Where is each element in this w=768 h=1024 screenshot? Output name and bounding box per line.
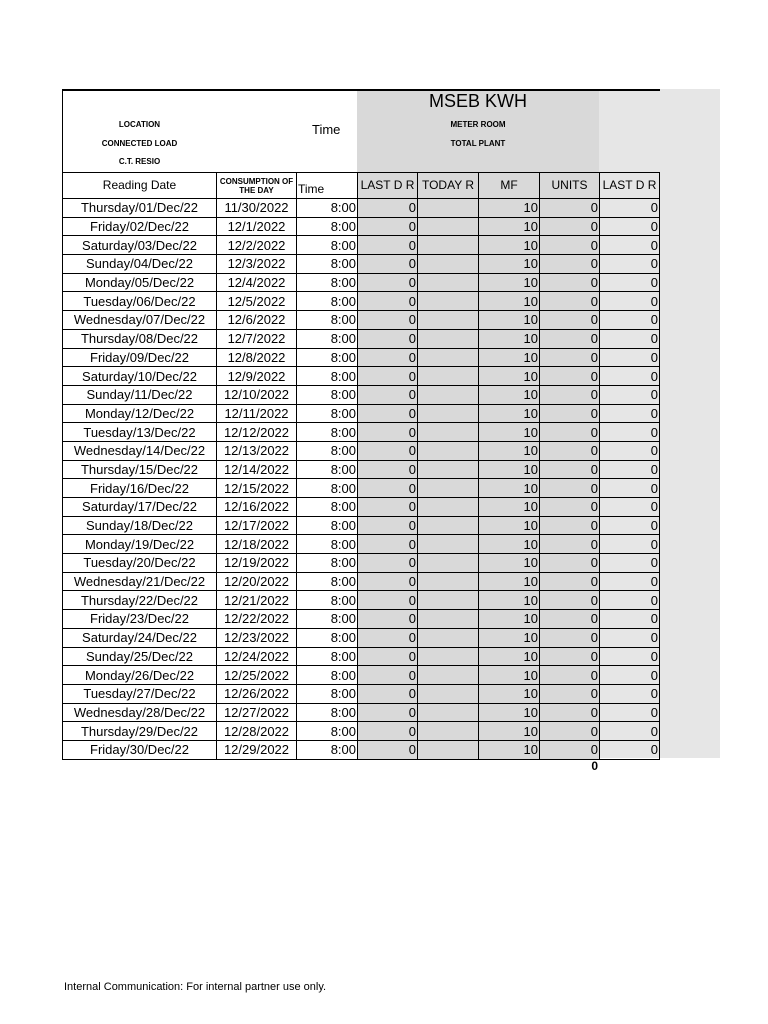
cell-units: 0: [540, 423, 600, 442]
cell-units: 0: [540, 703, 600, 722]
cell-last-dr: 0: [358, 385, 418, 404]
cell-last-dr: 0: [358, 404, 418, 423]
table-row: [63, 460, 660, 479]
cell-today-r: [418, 217, 479, 236]
cell-time: 8:00: [297, 554, 358, 573]
cell-today-r: [418, 367, 479, 386]
ct-resio-label: C.T. RESIO: [118, 157, 161, 166]
cell-today-r: [418, 628, 479, 647]
cell-time: 8:00: [297, 535, 358, 554]
cell-time: 8:00: [297, 647, 358, 666]
readings-table: [62, 172, 660, 760]
cell-mf: 10: [479, 329, 540, 348]
cell-last-dr: 0: [358, 292, 418, 311]
cell-last-dr-2: 0: [600, 516, 660, 535]
cell-reading-date: Friday/23/Dec/22: [63, 610, 217, 629]
col-last-dr-2: LAST D R: [600, 173, 660, 199]
cell-last-dr: 0: [358, 441, 418, 460]
cell-today-r: [418, 572, 479, 591]
cell-consumption-date: 12/8/2022: [217, 348, 297, 367]
cell-today-r: [418, 348, 479, 367]
cell-last-dr-2: 0: [600, 684, 660, 703]
cell-consumption-date: 12/5/2022: [217, 292, 297, 311]
cell-consumption-date: 12/2/2022: [217, 236, 297, 255]
location-label: LOCATION: [118, 120, 161, 129]
cell-units: 0: [540, 628, 600, 647]
col-reading-date: Reading Date: [63, 173, 217, 199]
cell-consumption-date: 12/18/2022: [217, 535, 297, 554]
cell-time: 8:00: [297, 311, 358, 330]
cell-last-dr-2: 0: [600, 273, 660, 292]
cell-last-dr: 0: [358, 460, 418, 479]
table-row: [63, 684, 660, 703]
cell-today-r: [418, 479, 479, 498]
table-row: [63, 367, 660, 386]
cell-mf: 10: [479, 348, 540, 367]
cell-mf: 10: [479, 423, 540, 442]
cell-units: 0: [540, 591, 600, 610]
cell-reading-date: Friday/30/Dec/22: [63, 740, 217, 759]
cell-last-dr-2: 0: [600, 367, 660, 386]
cell-reading-date: Monday/05/Dec/22: [63, 273, 217, 292]
cell-time: 8:00: [297, 479, 358, 498]
cell-time: 8:00: [297, 740, 358, 759]
cell-last-dr-2: 0: [600, 722, 660, 741]
cell-mf: 10: [479, 591, 540, 610]
cell-consumption-date: 12/22/2022: [217, 610, 297, 629]
table-row: [63, 628, 660, 647]
cell-reading-date: Wednesday/14/Dec/22: [63, 441, 217, 460]
cell-reading-date: Thursday/22/Dec/22: [63, 591, 217, 610]
cell-consumption-date: 12/23/2022: [217, 628, 297, 647]
cell-mf: 10: [479, 572, 540, 591]
cell-last-dr-2: 0: [600, 404, 660, 423]
cell-consumption-date: 12/3/2022: [217, 255, 297, 274]
cell-last-dr-2: 0: [600, 554, 660, 573]
cell-time: 8:00: [297, 441, 358, 460]
cell-reading-date: Sunday/11/Dec/22: [63, 385, 217, 404]
cell-mf: 10: [479, 385, 540, 404]
cell-mf: 10: [479, 740, 540, 759]
cell-today-r: [418, 329, 479, 348]
cell-reading-date: Monday/26/Dec/22: [63, 666, 217, 685]
table-row: [63, 610, 660, 629]
cell-last-dr: 0: [358, 554, 418, 573]
table-row: [63, 236, 660, 255]
col-consumption: [217, 173, 297, 199]
table-row: [63, 722, 660, 741]
cell-today-r: [418, 292, 479, 311]
cell-last-dr-2: 0: [600, 647, 660, 666]
cell-units: 0: [540, 273, 600, 292]
col-time: Time: [297, 173, 358, 199]
cell-today-r: [418, 236, 479, 255]
cell-last-dr: 0: [358, 423, 418, 442]
cell-time: 8:00: [297, 217, 358, 236]
cell-last-dr-2: 0: [600, 703, 660, 722]
cell-time: 8:00: [297, 628, 358, 647]
cell-reading-date: Friday/02/Dec/22: [63, 217, 217, 236]
cell-last-dr-2: 0: [600, 498, 660, 517]
cell-last-dr: 0: [358, 628, 418, 647]
cell-today-r: [418, 666, 479, 685]
table-row: [63, 591, 660, 610]
cell-reading-date: Tuesday/06/Dec/22: [63, 292, 217, 311]
cell-reading-date: Monday/19/Dec/22: [63, 535, 217, 554]
cell-last-dr-2: 0: [600, 740, 660, 759]
units-total: 0: [591, 759, 598, 773]
cell-time: 8:00: [297, 367, 358, 386]
cell-units: 0: [540, 255, 600, 274]
cell-time: 8:00: [297, 423, 358, 442]
cell-today-r: [418, 703, 479, 722]
cell-last-dr-2: 0: [600, 199, 660, 218]
cell-consumption-date: 12/25/2022: [217, 666, 297, 685]
cell-units: 0: [540, 441, 600, 460]
cell-last-dr-2: 0: [600, 441, 660, 460]
cell-time: 8:00: [297, 498, 358, 517]
cell-consumption-date: 12/28/2022: [217, 722, 297, 741]
cell-mf: 10: [479, 479, 540, 498]
cell-mf: 10: [479, 404, 540, 423]
table-row: [63, 572, 660, 591]
cell-last-dr: 0: [358, 572, 418, 591]
header-top-line-right: [598, 89, 660, 91]
cell-consumption-date: 12/24/2022: [217, 647, 297, 666]
cell-last-dr-2: 0: [600, 460, 660, 479]
table-row: [63, 385, 660, 404]
cell-today-r: [418, 385, 479, 404]
cell-last-dr: 0: [358, 722, 418, 741]
col-consumption-label: CONSUMPTION OF THE DAY: [219, 176, 294, 195]
table-row: [63, 292, 660, 311]
cell-today-r: [418, 441, 479, 460]
cell-last-dr-2: 0: [600, 255, 660, 274]
cell-consumption-date: 12/13/2022: [217, 441, 297, 460]
table-row: [63, 647, 660, 666]
cell-reading-date: Sunday/18/Dec/22: [63, 516, 217, 535]
cell-reading-date: Saturday/03/Dec/22: [63, 236, 217, 255]
table-row: [63, 311, 660, 330]
cell-mf: 10: [479, 199, 540, 218]
cell-last-dr: 0: [358, 684, 418, 703]
cell-reading-date: Thursday/15/Dec/22: [63, 460, 217, 479]
cell-today-r: [418, 273, 479, 292]
cell-last-dr-2: 0: [600, 311, 660, 330]
cell-consumption-date: 12/1/2022: [217, 217, 297, 236]
cell-last-dr-2: 0: [600, 236, 660, 255]
cell-today-r: [418, 460, 479, 479]
cell-reading-date: Monday/12/Dec/22: [63, 404, 217, 423]
cell-reading-date: Sunday/25/Dec/22: [63, 647, 217, 666]
cell-units: 0: [540, 554, 600, 573]
cell-last-dr: 0: [358, 703, 418, 722]
cell-units: 0: [540, 684, 600, 703]
cell-mf: 10: [479, 460, 540, 479]
cell-last-dr: 0: [358, 217, 418, 236]
cell-last-dr: 0: [358, 498, 418, 517]
cell-reading-date: Saturday/24/Dec/22: [63, 628, 217, 647]
cell-mf: 10: [479, 554, 540, 573]
cell-time: 8:00: [297, 460, 358, 479]
cell-reading-date: Wednesday/21/Dec/22: [63, 572, 217, 591]
cell-last-dr-2: 0: [600, 348, 660, 367]
cell-units: 0: [540, 329, 600, 348]
cell-mf: 10: [479, 311, 540, 330]
cell-consumption-date: 12/29/2022: [217, 740, 297, 759]
cell-mf: 10: [479, 236, 540, 255]
table-row: [63, 666, 660, 685]
cell-consumption-date: 12/27/2022: [217, 703, 297, 722]
footer-note: Internal Communication: For internal partner use only.: [64, 981, 327, 993]
cell-consumption-date: 12/21/2022: [217, 591, 297, 610]
cell-today-r: [418, 404, 479, 423]
cell-units: 0: [540, 572, 600, 591]
table-row: [63, 441, 660, 460]
cell-reading-date: Wednesday/28/Dec/22: [63, 703, 217, 722]
table-row: [63, 740, 660, 759]
cell-mf: 10: [479, 292, 540, 311]
table-row: [63, 554, 660, 573]
cell-last-dr: 0: [358, 647, 418, 666]
cell-reading-date: Sunday/04/Dec/22: [63, 255, 217, 274]
cell-last-dr: 0: [358, 329, 418, 348]
cell-units: 0: [540, 460, 600, 479]
cell-units: 0: [540, 311, 600, 330]
cell-consumption-date: 12/17/2022: [217, 516, 297, 535]
cell-last-dr: 0: [358, 591, 418, 610]
table-row: [63, 273, 660, 292]
cell-reading-date: Tuesday/27/Dec/22: [63, 684, 217, 703]
cell-consumption-date: 12/11/2022: [217, 404, 297, 423]
cell-time: 8:00: [297, 292, 358, 311]
cell-time: 8:00: [297, 591, 358, 610]
cell-today-r: [418, 610, 479, 629]
cell-mf: 10: [479, 498, 540, 517]
cell-time: 8:00: [297, 610, 358, 629]
table-row: [63, 535, 660, 554]
cell-time: 8:00: [297, 329, 358, 348]
sheet-title: MSEB KWH: [428, 91, 527, 111]
col-today-r: TODAY R: [418, 173, 479, 199]
cell-last-dr-2: 0: [600, 535, 660, 554]
cell-mf: 10: [479, 535, 540, 554]
cell-time: 8:00: [297, 273, 358, 292]
cell-today-r: [418, 255, 479, 274]
cell-last-dr-2: 0: [600, 217, 660, 236]
cell-mf: 10: [479, 255, 540, 274]
cell-last-dr: 0: [358, 348, 418, 367]
cell-last-dr-2: 0: [600, 666, 660, 685]
cell-last-dr: 0: [358, 236, 418, 255]
cell-reading-date: Thursday/29/Dec/22: [63, 722, 217, 741]
cell-time: 8:00: [297, 722, 358, 741]
table-row: [63, 404, 660, 423]
cell-mf: 10: [479, 666, 540, 685]
cell-last-dr: 0: [358, 666, 418, 685]
cell-units: 0: [540, 610, 600, 629]
cell-mf: 10: [479, 610, 540, 629]
cell-last-dr: 0: [358, 273, 418, 292]
cell-reading-date: Friday/16/Dec/22: [63, 479, 217, 498]
cell-time: 8:00: [297, 404, 358, 423]
cell-units: 0: [540, 199, 600, 218]
cell-today-r: [418, 722, 479, 741]
cell-reading-date: Tuesday/20/Dec/22: [63, 554, 217, 573]
cell-consumption-date: 12/9/2022: [217, 367, 297, 386]
total-plant-label: TOTAL PLANT: [450, 139, 506, 148]
table-header-row: [63, 173, 660, 199]
cell-last-dr-2: 0: [600, 292, 660, 311]
cell-consumption-date: 12/20/2022: [217, 572, 297, 591]
cell-units: 0: [540, 479, 600, 498]
cell-last-dr-2: 0: [600, 610, 660, 629]
cell-consumption-date: 12/26/2022: [217, 684, 297, 703]
cell-units: 0: [540, 535, 600, 554]
cell-time: 8:00: [297, 516, 358, 535]
table-row: [63, 217, 660, 236]
cell-mf: 10: [479, 722, 540, 741]
cell-reading-date: Thursday/01/Dec/22: [63, 199, 217, 218]
cell-units: 0: [540, 516, 600, 535]
cell-last-dr-2: 0: [600, 385, 660, 404]
cell-consumption-date: 12/12/2022: [217, 423, 297, 442]
table-row: [63, 255, 660, 274]
cell-today-r: [418, 740, 479, 759]
cell-units: 0: [540, 367, 600, 386]
cell-units: 0: [540, 647, 600, 666]
cell-reading-date: Friday/09/Dec/22: [63, 348, 217, 367]
cell-today-r: [418, 647, 479, 666]
cell-consumption-date: 12/19/2022: [217, 554, 297, 573]
cell-consumption-date: 11/30/2022: [217, 199, 297, 218]
cell-today-r: [418, 591, 479, 610]
cell-time: 8:00: [297, 666, 358, 685]
cell-time: 8:00: [297, 684, 358, 703]
cell-time: 8:00: [297, 348, 358, 367]
cell-consumption-date: 12/15/2022: [217, 479, 297, 498]
cell-last-dr-2: 0: [600, 628, 660, 647]
cell-today-r: [418, 684, 479, 703]
cell-mf: 10: [479, 516, 540, 535]
cell-mf: 10: [479, 273, 540, 292]
cell-last-dr: 0: [358, 255, 418, 274]
cell-last-dr: 0: [358, 367, 418, 386]
cell-units: 0: [540, 348, 600, 367]
cell-units: 0: [540, 722, 600, 741]
cell-today-r: [418, 535, 479, 554]
cell-mf: 10: [479, 217, 540, 236]
table-row: [63, 423, 660, 442]
cell-today-r: [418, 311, 479, 330]
cell-time: 8:00: [297, 572, 358, 591]
cell-mf: 10: [479, 628, 540, 647]
cell-reading-date: Thursday/08/Dec/22: [63, 329, 217, 348]
table-row: [63, 498, 660, 517]
cell-consumption-date: 12/16/2022: [217, 498, 297, 517]
cell-today-r: [418, 199, 479, 218]
cell-last-dr: 0: [358, 516, 418, 535]
cell-today-r: [418, 554, 479, 573]
connected-load-label: CONNECTED LOAD: [101, 139, 178, 148]
cell-last-dr-2: 0: [600, 423, 660, 442]
table-row: [63, 329, 660, 348]
cell-reading-date: Wednesday/07/Dec/22: [63, 311, 217, 330]
cell-units: 0: [540, 666, 600, 685]
cell-last-dr-2: 0: [600, 591, 660, 610]
cell-last-dr-2: 0: [600, 329, 660, 348]
cell-consumption-date: 12/6/2022: [217, 311, 297, 330]
cell-consumption-date: 12/7/2022: [217, 329, 297, 348]
cell-consumption-date: 12/10/2022: [217, 385, 297, 404]
cell-last-dr-2: 0: [600, 572, 660, 591]
cell-consumption-date: 12/14/2022: [217, 460, 297, 479]
cell-time: 8:00: [297, 385, 358, 404]
cell-units: 0: [540, 292, 600, 311]
cell-last-dr-2: 0: [600, 479, 660, 498]
cell-time: 8:00: [297, 236, 358, 255]
cell-units: 0: [540, 740, 600, 759]
col-mf: MF: [479, 173, 540, 199]
cell-today-r: [418, 498, 479, 517]
cell-time: 8:00: [297, 255, 358, 274]
cell-mf: 10: [479, 684, 540, 703]
table-row: [63, 348, 660, 367]
cell-units: 0: [540, 498, 600, 517]
table-row: [63, 516, 660, 535]
cell-today-r: [418, 423, 479, 442]
cell-last-dr: 0: [358, 535, 418, 554]
cell-units: 0: [540, 236, 600, 255]
cell-units: 0: [540, 385, 600, 404]
cell-consumption-date: 12/4/2022: [217, 273, 297, 292]
cell-mf: 10: [479, 367, 540, 386]
col-last-dr: LAST D R: [358, 173, 418, 199]
cell-mf: 10: [479, 441, 540, 460]
cell-last-dr: 0: [358, 740, 418, 759]
cell-reading-date: Saturday/17/Dec/22: [63, 498, 217, 517]
cell-units: 0: [540, 217, 600, 236]
cell-last-dr: 0: [358, 199, 418, 218]
header-time-label: Time: [312, 122, 341, 137]
cell-reading-date: Tuesday/13/Dec/22: [63, 423, 217, 442]
cell-last-dr: 0: [358, 479, 418, 498]
cell-time: 8:00: [297, 703, 358, 722]
cell-mf: 10: [479, 647, 540, 666]
cell-mf: 10: [479, 703, 540, 722]
cell-units: 0: [540, 404, 600, 423]
table-row: [63, 703, 660, 722]
cell-last-dr: 0: [358, 311, 418, 330]
cell-time: 8:00: [297, 199, 358, 218]
meter-room-label: METER ROOM: [450, 120, 506, 129]
table-row: [63, 199, 660, 218]
cell-last-dr: 0: [358, 610, 418, 629]
col-units: UNITS: [540, 173, 600, 199]
table-row: [63, 479, 660, 498]
cell-reading-date: Saturday/10/Dec/22: [63, 367, 217, 386]
cell-today-r: [418, 516, 479, 535]
